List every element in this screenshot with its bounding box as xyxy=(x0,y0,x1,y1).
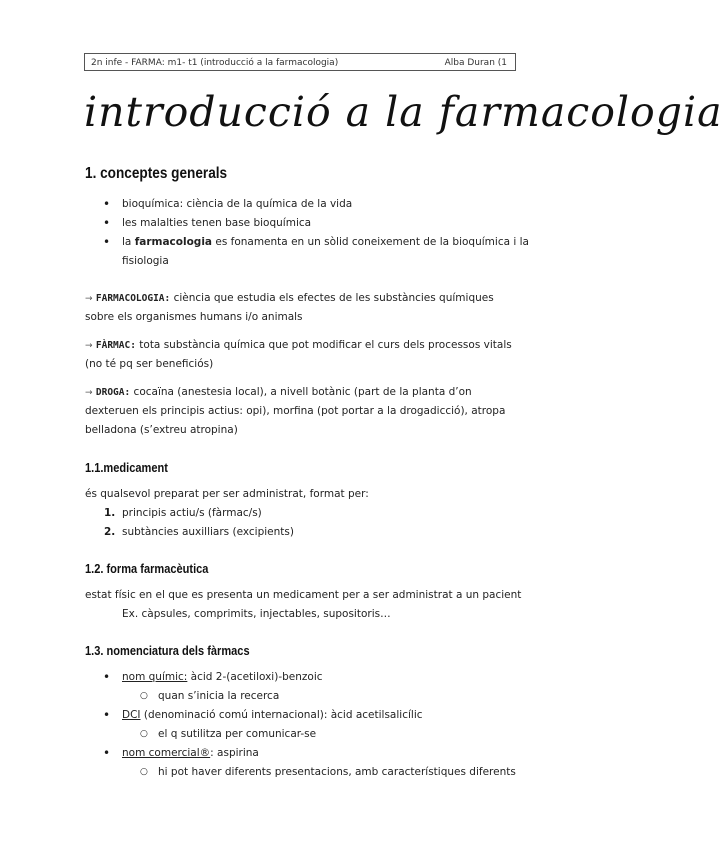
definition-term: FARMACOLOGIA: xyxy=(95,293,171,304)
section-heading-1-2: 1.2. forma farmacèutica xyxy=(85,561,209,576)
bullet-icon: • xyxy=(103,708,111,722)
section-heading-1-1: 1.1.medicament xyxy=(85,460,168,475)
list-number: 2. xyxy=(104,526,116,538)
list-item-text: (denominació comú internacional): àcid acetilsalicílic xyxy=(140,709,423,721)
list-item: principis actiu/s (fàrmac/s) xyxy=(122,507,262,519)
bullet-icon: • xyxy=(103,197,111,211)
section-intro: estat físic en el que es presenta un medicament per a ser administrat a un pacient xyxy=(85,589,522,601)
circle-bullet-icon: ○ xyxy=(140,767,148,777)
definition-text: tota substància química que pot modificar el curs dels processos vitals xyxy=(135,339,512,351)
list-item: bioquímica: ciència de la química de la vida xyxy=(122,198,353,210)
list-item xyxy=(122,706,423,725)
bullet-icon: • xyxy=(103,216,111,230)
page-title: introducció a la farmacologia xyxy=(84,88,723,136)
list-item xyxy=(122,668,323,687)
list-item-prefix: la xyxy=(122,236,135,248)
list-item-continuation: fisiologia xyxy=(122,255,169,267)
bullet-icon: • xyxy=(103,670,111,684)
list-item-label: nom comercial® xyxy=(122,747,211,759)
section-heading-1-3: 1.3. nomenciatura dels fàrmacs xyxy=(85,643,250,658)
list-item-bold-term: farmacologia xyxy=(134,236,213,248)
definition-text: ciència que estudia els efectes de les substàncies químiques xyxy=(170,292,494,304)
list-item-text: àcid 2-(acetiloxi)-benzoic xyxy=(187,671,323,683)
list-item-label: nom químic: xyxy=(122,671,188,683)
bullet-icon: • xyxy=(103,235,111,249)
definition-continuation: (no té pq ser beneficiós) xyxy=(85,358,214,370)
sub-list-item: quan s’inicia la recerca xyxy=(158,690,280,702)
definition-continuation: belladona (s’extreu atropina) xyxy=(85,424,238,436)
definition-farmac xyxy=(85,336,515,356)
definition-continuation: dexteruen els principis actius: opi), morfina (pot portar a la drogadicció), atropa xyxy=(85,405,506,417)
bullet-icon: • xyxy=(103,746,111,760)
list-number: 1. xyxy=(104,507,116,519)
page-header xyxy=(84,53,516,71)
header-author: Alba Duran (1 xyxy=(444,58,507,68)
section-heading-1: 1. conceptes generals xyxy=(85,165,228,182)
definition-term: DROGA: xyxy=(95,387,131,398)
section-intro: és qualsevol preparat per ser administrat, format per: xyxy=(85,488,369,500)
definition-text: cocaïna (anestesia local), a nivell botànic (part de la planta d’on xyxy=(130,386,472,398)
circle-bullet-icon: ○ xyxy=(140,691,148,701)
definition-term: FÀRMAC: xyxy=(95,340,136,351)
list-item-text: : aspirina xyxy=(210,747,259,759)
definition-continuation: sobre els organismes humans i/o animals xyxy=(85,311,303,323)
list-item: les malalties tenen base bioquímica xyxy=(122,217,312,229)
definition-droga xyxy=(85,383,515,403)
example-text: Ex. càpsules, comprimits, injectables, supositoris… xyxy=(122,608,391,620)
arrow-right-icon: → xyxy=(85,388,93,398)
sub-list-item: hi pot haver diferents presentacions, amb característiques diferents xyxy=(158,766,516,778)
list-item xyxy=(122,233,529,252)
circle-bullet-icon: ○ xyxy=(140,729,148,739)
list-item: subtàncies auxilliars (excipients) xyxy=(122,526,294,538)
list-item-rest: es fonamenta en un sòlid coneixement de la bioquímica i la xyxy=(212,236,529,248)
definition-farmacologia xyxy=(85,289,515,309)
arrow-right-icon: → xyxy=(85,294,93,304)
list-item xyxy=(122,744,259,763)
arrow-right-icon: → xyxy=(85,341,93,351)
header-course: 2n infe - FARMA: m1- t1 (introducció a la farmacologia) xyxy=(91,58,339,68)
list-item-label: DCI xyxy=(122,709,141,721)
sub-list-item: el q sutilitza per comunicar-se xyxy=(158,728,317,740)
